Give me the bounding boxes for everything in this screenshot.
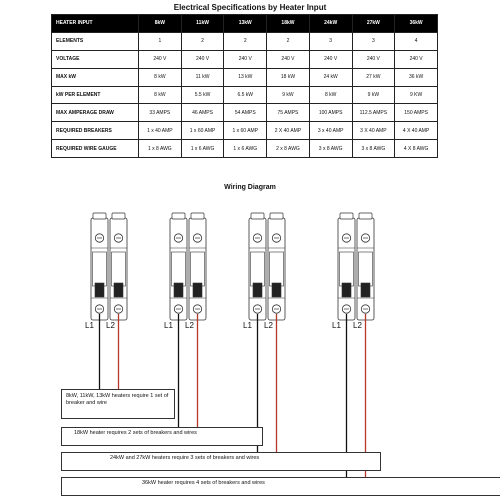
breaker-pole-1-top-cap bbox=[93, 213, 106, 219]
spec-row-label: VOLTAGE bbox=[52, 50, 139, 68]
spec-cell: 3 bbox=[309, 32, 352, 50]
breaker-pole-2-toggle bbox=[193, 283, 202, 297]
spec-cell: 2 bbox=[224, 32, 267, 50]
spec-cell: 1 x 60 AMP bbox=[224, 122, 267, 140]
spec-row-label: MAX AMPERAGE DRAW bbox=[52, 104, 139, 122]
breaker-pole-1-face bbox=[251, 252, 265, 286]
breaker-pole-1-toggle bbox=[253, 283, 262, 297]
spec-cell: 240 V bbox=[267, 50, 310, 68]
spec-cell: 3 x 8 AWG bbox=[309, 140, 352, 158]
breaker-pole-2-top-cap bbox=[112, 213, 125, 219]
spec-cell: 240 V bbox=[224, 50, 267, 68]
l2-label: L2 bbox=[353, 321, 362, 330]
spec-cell: 3 bbox=[352, 32, 395, 50]
wiring-title: Wiring Diagram bbox=[224, 184, 276, 191]
spec-cell: 27 kW bbox=[352, 68, 395, 86]
spec-cell: 13 kW bbox=[224, 68, 267, 86]
spec-cell: 4 X 40 AMP bbox=[395, 122, 438, 140]
breaker-pole-1-top-cap bbox=[251, 213, 264, 219]
breaker-pole-2-toggle bbox=[361, 283, 370, 297]
breaker-pole-2-toggle bbox=[114, 283, 123, 297]
spec-cell: 5.5 kW bbox=[181, 86, 224, 104]
spec-column-header: 27kW bbox=[352, 15, 395, 33]
spec-cell: 1 x 6 AWG bbox=[181, 140, 224, 158]
spec-cell: 46 AMPS bbox=[181, 104, 224, 122]
spec-cell: 54 AMPS bbox=[224, 104, 267, 122]
spec-cell: 8 kW bbox=[309, 86, 352, 104]
l1-label: L1 bbox=[164, 321, 173, 330]
note-2-sets: 18kW heater requires 2 sets of breakers and wires bbox=[61, 427, 263, 446]
spec-cell: 75 AMPS bbox=[267, 104, 310, 122]
breaker-pole-1-top-cap bbox=[340, 213, 353, 219]
spec-cell: 240 V bbox=[352, 50, 395, 68]
breaker-pole-2-face bbox=[191, 252, 205, 286]
spec-cell: 6.5 kW bbox=[224, 86, 267, 104]
spec-cell: 100 AMPS bbox=[309, 104, 352, 122]
spec-row-label: MAX kW bbox=[52, 68, 139, 86]
breaker-pole-2-face bbox=[270, 252, 284, 286]
note-3-sets: 24kW and 27kW heaters require 3 sets of breakers and wires bbox=[61, 452, 381, 471]
spec-cell: 240 V bbox=[139, 50, 182, 68]
spec-column-header: 18kW bbox=[267, 15, 310, 33]
spec-cell: 4 bbox=[395, 32, 438, 50]
breaker-pole-2-toggle bbox=[272, 283, 281, 297]
spec-column-header: 11kW bbox=[181, 15, 224, 33]
spec-cell: 8 kW bbox=[139, 68, 182, 86]
spec-cell: 18 kW bbox=[267, 68, 310, 86]
breaker-pole-2-top-cap bbox=[359, 213, 372, 219]
breaker-pole-1-face bbox=[93, 252, 107, 286]
spec-cell: 2 bbox=[267, 32, 310, 50]
breaker-pole-2-top-cap bbox=[270, 213, 283, 219]
breaker-pole-2-face bbox=[112, 252, 126, 286]
spec-cell: 3 X 40 AMP bbox=[352, 122, 395, 140]
spec-cell: 150 AMPS bbox=[395, 104, 438, 122]
breaker-pole-2-top-cap bbox=[191, 213, 204, 219]
spec-cell: 3 x 8 AWG bbox=[352, 140, 395, 158]
spec-cell: 240 V bbox=[395, 50, 438, 68]
l2-label: L2 bbox=[185, 321, 194, 330]
l2-label: L2 bbox=[264, 321, 273, 330]
spec-title: Electrical Specifications by Heater Input bbox=[173, 3, 327, 12]
note-1-set: 8kW, 11kW, 13kW heaters require 1 set of breaker and wire bbox=[61, 389, 175, 419]
spec-cell: 2 x 8 AWG bbox=[267, 140, 310, 158]
breaker-pole-1-face bbox=[340, 252, 354, 286]
spec-cell: 33 AMPS bbox=[139, 104, 182, 122]
spec-cell: 4 X 8 AWG bbox=[395, 140, 438, 158]
spec-row-label: REQUIRED WIRE GAUGE bbox=[52, 140, 139, 158]
spec-cell: 9 kW bbox=[267, 86, 310, 104]
l1-label: L1 bbox=[85, 321, 94, 330]
spec-cell: 1 x 60 AMP bbox=[181, 122, 224, 140]
spec-column-header: 8kW bbox=[139, 15, 182, 33]
spec-cell: 1 bbox=[139, 32, 182, 50]
note-4-sets: 36kW heater requires 4 sets of breakers and wires bbox=[61, 477, 500, 496]
spec-cell: 112.5 AMPS bbox=[352, 104, 395, 122]
breaker-pole-1-face bbox=[172, 252, 186, 286]
spec-cell: 240 V bbox=[181, 50, 224, 68]
spec-header-label: HEATER INPUT bbox=[52, 15, 139, 33]
spec-column-header: 24kW bbox=[309, 15, 352, 33]
spec-cell: 3 x 40 AMP bbox=[309, 122, 352, 140]
spec-cell: 11 kW bbox=[181, 68, 224, 86]
l1-label: L1 bbox=[332, 321, 341, 330]
spec-cell: 9 KW bbox=[395, 86, 438, 104]
spec-cell: 1 x 6 AWG bbox=[224, 140, 267, 158]
breaker-pole-1-toggle bbox=[174, 283, 183, 297]
spec-cell: 36 kW bbox=[395, 68, 438, 86]
breaker-pole-1-top-cap bbox=[172, 213, 185, 219]
spec-cell: 2 bbox=[181, 32, 224, 50]
spec-cell: 8 kW bbox=[139, 86, 182, 104]
spec-row-label: REQUIRED BREAKERS bbox=[52, 122, 139, 140]
spec-cell: 2 X 40 AMP bbox=[267, 122, 310, 140]
spec-column-header: 36kW bbox=[395, 15, 438, 33]
breaker-pole-1-toggle bbox=[95, 283, 104, 297]
breaker-pole-2-face bbox=[359, 252, 373, 286]
spec-row-label: kW PER ELEMENT bbox=[52, 86, 139, 104]
spec-cell: 9 kW bbox=[352, 86, 395, 104]
spec-cell: 1 x 8 AWG bbox=[139, 140, 182, 158]
l1-label: L1 bbox=[243, 321, 252, 330]
l2-label: L2 bbox=[106, 321, 115, 330]
spec-column-header: 13kW bbox=[224, 15, 267, 33]
spec-cell: 24 kW bbox=[309, 68, 352, 86]
spec-row-label: ELEMENTS bbox=[52, 32, 139, 50]
spec-cell: 1 x 40 AMP bbox=[139, 122, 182, 140]
spec-cell: 240 V bbox=[309, 50, 352, 68]
breaker-pole-1-toggle bbox=[342, 283, 351, 297]
